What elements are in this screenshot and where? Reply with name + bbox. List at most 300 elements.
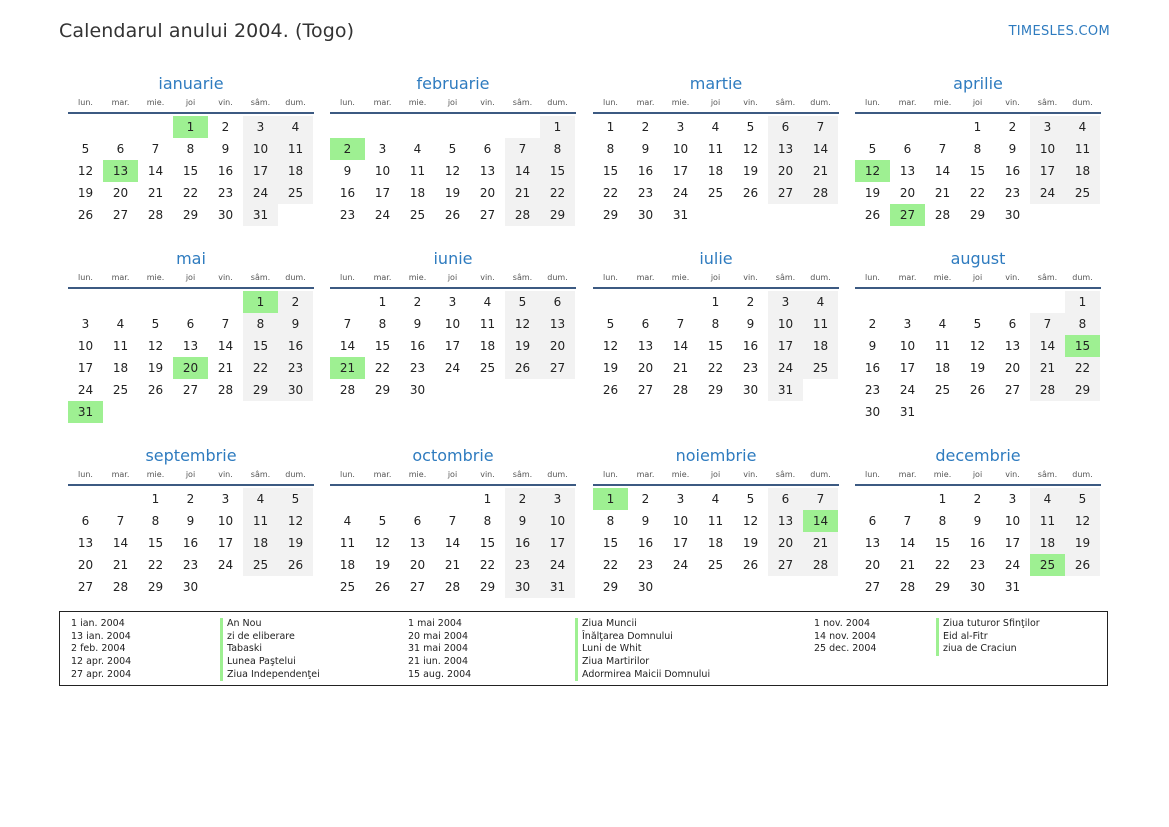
weekday-label: vin. bbox=[1005, 273, 1020, 282]
day-grid bbox=[593, 488, 839, 598]
legend-dates-col-1 bbox=[71, 618, 131, 681]
weekday-label: mar. bbox=[898, 273, 917, 282]
empty-cell bbox=[103, 291, 138, 313]
day-cell: 22 bbox=[182, 186, 199, 200]
day-cell: 29 bbox=[934, 580, 951, 594]
day-cell: 16 bbox=[339, 186, 356, 200]
day-cell: 25 bbox=[112, 383, 129, 397]
day-cell: 31 bbox=[243, 204, 278, 226]
day-cell: 16 bbox=[409, 339, 426, 353]
day-cell: 7 bbox=[221, 317, 230, 331]
day-cell: 7 bbox=[448, 514, 457, 528]
day-cell: 7 bbox=[938, 142, 947, 156]
day-cell: 24 bbox=[374, 208, 391, 222]
day-cell: 15 bbox=[243, 335, 278, 357]
day-cell: 29 bbox=[243, 379, 278, 401]
day-cell: 27 bbox=[768, 554, 803, 576]
day-cell: 2 bbox=[505, 488, 540, 510]
weekday-label: vin. bbox=[1005, 98, 1020, 107]
weekday-label: mar. bbox=[111, 273, 130, 282]
day-cell: 8 bbox=[1065, 313, 1100, 335]
holiday-day-cell: 12 bbox=[855, 160, 890, 182]
day-cell: 14 bbox=[899, 536, 916, 550]
day-cell: 23 bbox=[339, 208, 356, 222]
day-cell: 20 bbox=[864, 558, 881, 572]
day-cell: 9 bbox=[413, 317, 422, 331]
day-cell: 26 bbox=[969, 383, 986, 397]
day-cell: 21 bbox=[934, 186, 951, 200]
empty-cell bbox=[435, 488, 470, 510]
weekday-label: mie. bbox=[671, 273, 690, 282]
empty-cell bbox=[103, 116, 138, 138]
day-cell: 17 bbox=[1030, 160, 1065, 182]
day-cell: 15 bbox=[182, 164, 199, 178]
day-cell: 5 bbox=[278, 488, 313, 510]
day-cell: 5 bbox=[606, 317, 615, 331]
day-cell: 30 bbox=[864, 405, 881, 419]
weekday-header bbox=[330, 96, 576, 114]
day-cell: 16 bbox=[1004, 164, 1021, 178]
month-name: aprilie bbox=[953, 74, 1003, 93]
day-cell: 27 bbox=[768, 182, 803, 204]
day-cell: 21 bbox=[672, 361, 689, 375]
legend-names-col-1 bbox=[220, 618, 320, 681]
day-cell: 3 bbox=[1030, 116, 1065, 138]
day-cell: 2 bbox=[186, 492, 195, 506]
weekday-label: sâm. bbox=[1037, 98, 1058, 107]
holiday-day-cell: 20 bbox=[173, 357, 208, 379]
weekday-label: mar. bbox=[636, 470, 655, 479]
day-cell: 9 bbox=[505, 510, 540, 532]
day-cell: 7 bbox=[505, 138, 540, 160]
day-cell: 8 bbox=[378, 317, 387, 331]
day-cell: 18 bbox=[339, 558, 356, 572]
empty-cell bbox=[330, 488, 365, 510]
weekday-label: mie. bbox=[933, 98, 952, 107]
day-cell: 16 bbox=[278, 335, 313, 357]
day-cell: 26 bbox=[864, 208, 881, 222]
day-cell: 18 bbox=[934, 361, 951, 375]
day-cell: 28 bbox=[217, 383, 234, 397]
day-cell: 1 bbox=[151, 492, 160, 506]
weekday-label: mar. bbox=[373, 98, 392, 107]
day-cell: 9 bbox=[641, 142, 650, 156]
day-grid bbox=[855, 488, 1101, 598]
weekday-label: sâm. bbox=[512, 98, 533, 107]
holiday-day-cell: 14 bbox=[803, 510, 838, 532]
month-name: ianuarie bbox=[158, 74, 224, 93]
day-cell: 17 bbox=[374, 186, 391, 200]
day-cell: 5 bbox=[868, 142, 877, 156]
empty-cell bbox=[138, 291, 173, 313]
weekday-label: mie. bbox=[933, 273, 952, 282]
weekday-label: mie. bbox=[671, 98, 690, 107]
day-cell: 6 bbox=[413, 514, 422, 528]
day-cell: 6 bbox=[116, 142, 125, 156]
empty-cell bbox=[663, 291, 698, 313]
weekday-label: dum. bbox=[810, 98, 831, 107]
day-cell: 21 bbox=[899, 558, 916, 572]
weekday-label: mar. bbox=[373, 273, 392, 282]
weekday-label: mar. bbox=[898, 98, 917, 107]
day-cell: 26 bbox=[1065, 554, 1100, 576]
day-cell: 21 bbox=[505, 182, 540, 204]
legend-item: 13 ian. 2004 bbox=[71, 630, 131, 642]
weekday-header bbox=[593, 468, 839, 486]
legend-item: Adormirea Maicii Domnului bbox=[575, 669, 710, 682]
legend-item: 15 aug. 2004 bbox=[408, 668, 472, 680]
day-cell: 27 bbox=[637, 383, 654, 397]
day-cell: 3 bbox=[676, 492, 685, 506]
legend-item: 21 iun. 2004 bbox=[408, 656, 469, 668]
weekday-label: lun. bbox=[865, 470, 880, 479]
day-cell: 10 bbox=[1004, 514, 1021, 528]
day-cell: 12 bbox=[444, 164, 461, 178]
day-cell: 12 bbox=[1065, 510, 1100, 532]
weekday-label: joi bbox=[972, 470, 983, 479]
holiday-day-cell: 1 bbox=[243, 291, 278, 313]
day-cell: 28 bbox=[803, 554, 838, 576]
day-cell: 20 bbox=[768, 160, 803, 182]
day-cell: 20 bbox=[1004, 361, 1021, 375]
month-noiembrie bbox=[593, 444, 839, 598]
day-cell: 18 bbox=[409, 186, 426, 200]
month-name: decembrie bbox=[935, 446, 1021, 465]
day-cell: 11 bbox=[1030, 510, 1065, 532]
day-cell: 29 bbox=[147, 580, 164, 594]
day-cell: 8 bbox=[606, 514, 615, 528]
day-cell: 3 bbox=[378, 142, 387, 156]
day-cell: 29 bbox=[707, 383, 724, 397]
day-cell: 9 bbox=[641, 514, 650, 528]
day-cell: 22 bbox=[540, 182, 575, 204]
day-cell: 10 bbox=[672, 514, 689, 528]
day-cell: 15 bbox=[969, 164, 986, 178]
holiday-day-cell: 27 bbox=[890, 204, 925, 226]
legend-item: 1 nov. 2004 bbox=[814, 618, 870, 629]
weekday-label: dum. bbox=[1072, 470, 1093, 479]
day-cell: 18 bbox=[112, 361, 129, 375]
day-cell: 5 bbox=[448, 142, 457, 156]
day-cell: 19 bbox=[147, 361, 164, 375]
page-title: Calendarul anului 2004. (Togo) bbox=[59, 20, 355, 42]
day-cell: 26 bbox=[278, 554, 313, 576]
weekday-label: vin. bbox=[480, 98, 495, 107]
weekday-label: sâm. bbox=[1037, 273, 1058, 282]
weekday-header bbox=[68, 271, 314, 289]
day-cell: 15 bbox=[934, 536, 951, 550]
day-cell: 11 bbox=[803, 313, 838, 335]
day-cell: 24 bbox=[672, 186, 689, 200]
day-cell: 24 bbox=[1030, 182, 1065, 204]
day-cell: 25 bbox=[1065, 182, 1100, 204]
weekday-label: mie. bbox=[408, 470, 427, 479]
day-cell: 15 bbox=[479, 536, 496, 550]
day-cell: 20 bbox=[409, 558, 426, 572]
day-cell: 17 bbox=[1004, 536, 1021, 550]
empty-cell bbox=[890, 488, 925, 510]
day-cell: 23 bbox=[505, 554, 540, 576]
day-cell: 25 bbox=[707, 558, 724, 572]
day-cell: 4 bbox=[803, 291, 838, 313]
day-cell: 15 bbox=[147, 536, 164, 550]
empty-cell bbox=[505, 116, 540, 138]
day-cell: 11 bbox=[707, 142, 724, 156]
day-cell: 14 bbox=[803, 138, 838, 160]
day-cell: 6 bbox=[768, 116, 803, 138]
day-cell: 22 bbox=[602, 558, 619, 572]
day-cell: 1 bbox=[606, 120, 615, 134]
day-cell: 14 bbox=[444, 536, 461, 550]
weekday-label: lun. bbox=[603, 470, 618, 479]
day-cell: 19 bbox=[505, 335, 540, 357]
weekday-header bbox=[68, 96, 314, 114]
weekday-label: vin. bbox=[480, 273, 495, 282]
weekday-label: dum. bbox=[547, 273, 568, 282]
day-cell: 3 bbox=[540, 488, 575, 510]
weekday-label: lun. bbox=[340, 470, 355, 479]
weekday-label: mie. bbox=[408, 98, 427, 107]
day-cell: 22 bbox=[969, 186, 986, 200]
day-cell: 29 bbox=[969, 208, 986, 222]
day-cell: 31 bbox=[899, 405, 916, 419]
day-cell: 3 bbox=[243, 116, 278, 138]
brand-link[interactable]: TIMESLES.COM bbox=[1008, 24, 1110, 39]
month-aprilie bbox=[855, 72, 1101, 226]
day-cell: 29 bbox=[374, 383, 391, 397]
month-iulie bbox=[593, 247, 839, 401]
day-cell: 29 bbox=[479, 580, 496, 594]
day-grid bbox=[68, 116, 314, 226]
day-cell: 9 bbox=[868, 339, 877, 353]
day-cell: 25 bbox=[803, 357, 838, 379]
day-cell: 11 bbox=[479, 317, 496, 331]
empty-cell bbox=[400, 488, 435, 510]
day-cell: 31 bbox=[1004, 580, 1021, 594]
day-cell: 16 bbox=[969, 536, 986, 550]
day-cell: 19 bbox=[444, 186, 461, 200]
day-cell: 26 bbox=[374, 580, 391, 594]
day-cell: 25 bbox=[479, 361, 496, 375]
day-cell: 30 bbox=[637, 580, 654, 594]
legend-item: 1 mai 2004 bbox=[408, 618, 462, 629]
day-cell: 19 bbox=[77, 186, 94, 200]
weekday-label: sâm. bbox=[250, 273, 271, 282]
day-cell: 20 bbox=[768, 532, 803, 554]
day-cell: 7 bbox=[803, 488, 838, 510]
day-cell: 8 bbox=[606, 142, 615, 156]
day-cell: 17 bbox=[77, 361, 94, 375]
day-cell: 24 bbox=[217, 558, 234, 572]
weekday-label: vin. bbox=[743, 470, 758, 479]
day-cell: 4 bbox=[343, 514, 352, 528]
empty-cell bbox=[960, 291, 995, 313]
day-cell: 9 bbox=[278, 313, 313, 335]
day-cell: 4 bbox=[483, 295, 492, 309]
empty-cell bbox=[1030, 291, 1065, 313]
weekday-label: lun. bbox=[603, 273, 618, 282]
day-cell: 6 bbox=[1008, 317, 1017, 331]
weekday-label: lun. bbox=[340, 273, 355, 282]
weekday-label: joi bbox=[710, 470, 721, 479]
day-cell: 2 bbox=[746, 295, 755, 309]
day-cell: 23 bbox=[182, 558, 199, 572]
day-cell: 27 bbox=[479, 208, 496, 222]
weekday-label: mar. bbox=[373, 470, 392, 479]
day-cell: 3 bbox=[1008, 492, 1017, 506]
day-cell: 4 bbox=[413, 142, 422, 156]
day-cell: 4 bbox=[116, 317, 125, 331]
legend-item: Eid al-Fitr bbox=[936, 631, 1040, 644]
day-grid bbox=[68, 291, 314, 423]
day-cell: 2 bbox=[641, 492, 650, 506]
day-cell: 27 bbox=[1004, 383, 1021, 397]
day-cell: 27 bbox=[77, 580, 94, 594]
day-cell: 13 bbox=[479, 164, 496, 178]
day-cell: 5 bbox=[81, 142, 90, 156]
weekday-label: vin. bbox=[743, 98, 758, 107]
day-cell: 17 bbox=[444, 339, 461, 353]
empty-cell bbox=[365, 488, 400, 510]
day-cell: 12 bbox=[742, 514, 759, 528]
day-cell: 3 bbox=[221, 492, 230, 506]
weekday-label: mar. bbox=[111, 98, 130, 107]
day-cell: 12 bbox=[602, 339, 619, 353]
weekday-label: dum. bbox=[547, 470, 568, 479]
day-cell: 29 bbox=[602, 580, 619, 594]
day-cell: 4 bbox=[243, 488, 278, 510]
weekday-label: lun. bbox=[78, 98, 93, 107]
day-cell: 25 bbox=[707, 186, 724, 200]
day-cell: 6 bbox=[483, 142, 492, 156]
month-name: iulie bbox=[699, 249, 733, 268]
day-cell: 28 bbox=[1030, 379, 1065, 401]
day-cell: 24 bbox=[77, 383, 94, 397]
day-cell: 2 bbox=[641, 120, 650, 134]
legend-item: 2 feb. 2004 bbox=[71, 643, 126, 655]
day-cell: 13 bbox=[1004, 339, 1021, 353]
day-cell: 25 bbox=[934, 383, 951, 397]
day-cell: 22 bbox=[479, 558, 496, 572]
day-cell: 20 bbox=[479, 186, 496, 200]
month-august bbox=[855, 247, 1101, 423]
day-cell: 14 bbox=[217, 339, 234, 353]
day-cell: 31 bbox=[768, 379, 803, 401]
month-mai bbox=[68, 247, 314, 423]
legend-item: Înălţarea Domnului bbox=[575, 631, 710, 644]
day-cell: 6 bbox=[641, 317, 650, 331]
weekday-label: dum. bbox=[1072, 98, 1093, 107]
day-cell: 9 bbox=[746, 317, 755, 331]
empty-cell bbox=[855, 291, 890, 313]
legend-item: 12 apr. 2004 bbox=[71, 656, 132, 668]
weekday-header bbox=[593, 96, 839, 114]
day-cell: 28 bbox=[112, 580, 129, 594]
day-cell: 21 bbox=[444, 558, 461, 572]
day-cell: 3 bbox=[768, 291, 803, 313]
day-cell: 17 bbox=[672, 536, 689, 550]
day-cell: 17 bbox=[243, 160, 278, 182]
weekday-label: mar. bbox=[898, 470, 917, 479]
month-septembrie bbox=[68, 444, 314, 598]
legend-item: Lunea Paştelui bbox=[220, 656, 320, 669]
weekday-label: mie. bbox=[146, 273, 165, 282]
day-cell: 5 bbox=[1065, 488, 1100, 510]
day-cell: 2 bbox=[973, 492, 982, 506]
day-cell: 20 bbox=[77, 558, 94, 572]
day-cell: 28 bbox=[934, 208, 951, 222]
month-ianuarie bbox=[68, 72, 314, 226]
day-grid bbox=[855, 116, 1101, 226]
legend-item: Ziua tuturor Sfinţilor bbox=[936, 618, 1040, 631]
day-cell: 19 bbox=[742, 164, 759, 178]
day-cell: 27 bbox=[864, 580, 881, 594]
day-cell: 24 bbox=[768, 357, 803, 379]
day-cell: 1 bbox=[540, 116, 575, 138]
day-cell: 11 bbox=[1065, 138, 1100, 160]
weekday-label: lun. bbox=[865, 273, 880, 282]
day-cell: 12 bbox=[969, 339, 986, 353]
day-cell: 22 bbox=[147, 558, 164, 572]
weekday-label: joi bbox=[972, 98, 983, 107]
day-cell: 26 bbox=[77, 208, 94, 222]
empty-cell bbox=[890, 116, 925, 138]
month-name: mai bbox=[176, 249, 206, 268]
day-cell: 2 bbox=[413, 295, 422, 309]
day-cell: 13 bbox=[637, 339, 654, 353]
day-cell: 13 bbox=[77, 536, 94, 550]
day-cell: 29 bbox=[1065, 379, 1100, 401]
weekday-label: joi bbox=[185, 470, 196, 479]
day-cell: 24 bbox=[672, 558, 689, 572]
day-cell: 28 bbox=[147, 208, 164, 222]
day-cell: 3 bbox=[81, 317, 90, 331]
day-cell: 30 bbox=[637, 208, 654, 222]
weekday-label: dum. bbox=[810, 470, 831, 479]
day-cell: 11 bbox=[278, 138, 313, 160]
day-cell: 5 bbox=[151, 317, 160, 331]
day-cell: 12 bbox=[147, 339, 164, 353]
day-cell: 1 bbox=[378, 295, 387, 309]
day-cell: 23 bbox=[864, 383, 881, 397]
day-cell: 13 bbox=[540, 313, 575, 335]
day-cell: 10 bbox=[540, 510, 575, 532]
weekday-label: vin. bbox=[743, 273, 758, 282]
day-cell: 24 bbox=[1004, 558, 1021, 572]
day-cell: 7 bbox=[343, 317, 352, 331]
weekday-label: mie. bbox=[671, 470, 690, 479]
day-cell: 22 bbox=[1065, 357, 1100, 379]
day-cell: 18 bbox=[278, 160, 313, 182]
legend-item: 25 dec. 2004 bbox=[814, 643, 877, 655]
day-cell: 30 bbox=[742, 383, 759, 397]
day-cell: 9 bbox=[343, 164, 352, 178]
day-cell: 2 bbox=[221, 120, 230, 134]
day-cell: 26 bbox=[742, 558, 759, 572]
day-cell: 23 bbox=[1004, 186, 1021, 200]
weekday-label: dum. bbox=[285, 470, 306, 479]
day-cell: 31 bbox=[672, 208, 689, 222]
weekday-label: mar. bbox=[111, 470, 130, 479]
day-cell: 30 bbox=[409, 383, 426, 397]
legend-item: Luni de Whit bbox=[575, 643, 710, 656]
day-cell: 14 bbox=[339, 339, 356, 353]
day-cell: 7 bbox=[151, 142, 160, 156]
day-cell: 22 bbox=[707, 361, 724, 375]
day-cell: 9 bbox=[973, 514, 982, 528]
day-cell: 16 bbox=[637, 164, 654, 178]
empty-cell bbox=[855, 488, 890, 510]
